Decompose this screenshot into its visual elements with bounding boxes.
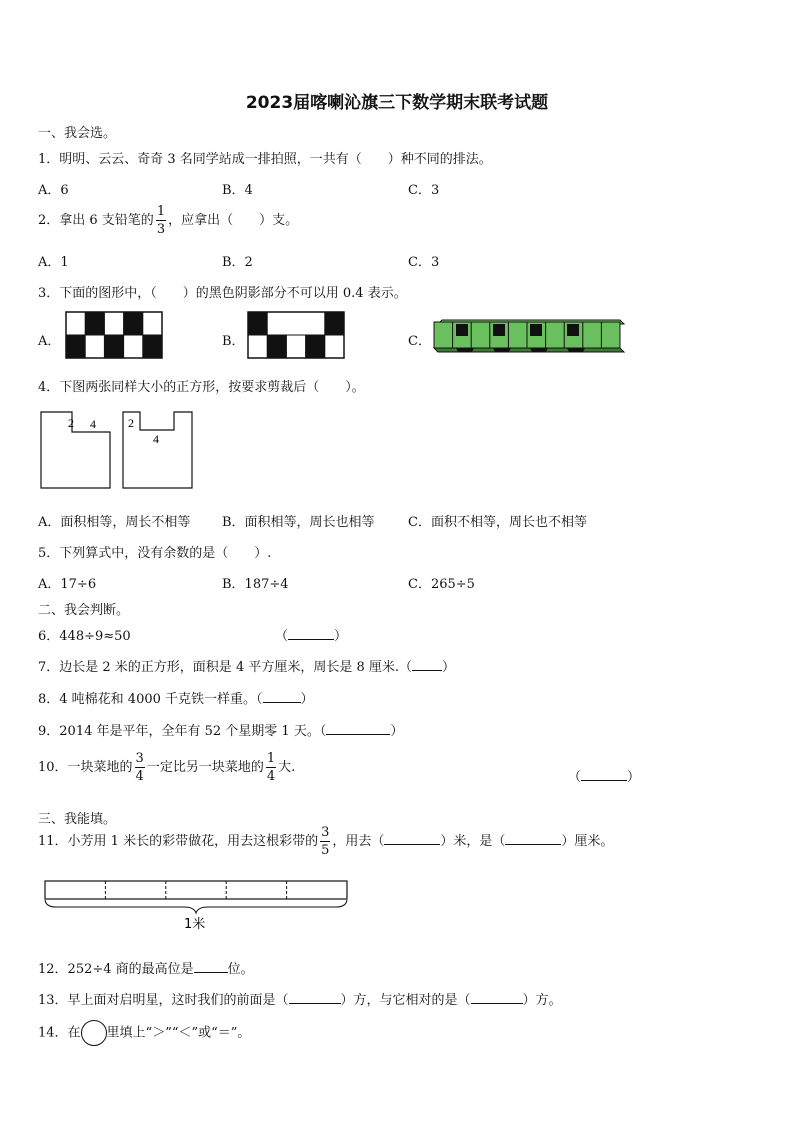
question-9-body: 9．2014 年是平年，全年有 52 个星期零 1 天。（ — [38, 724, 327, 739]
comparison-circle[interactable] — [81, 1020, 107, 1046]
question-10-answer-blank[interactable] — [568, 766, 640, 785]
fraction-numerator: 3 — [135, 751, 144, 766]
question-2-post: ，应拿出（ ）支。 — [168, 213, 299, 228]
question-3-option-c[interactable]: C． — [408, 334, 431, 349]
question-11-mid1: ，用去（ — [332, 834, 385, 849]
question-2-option-a[interactable]: A．1 — [38, 255, 69, 270]
ribbon-ruler-diagram — [44, 880, 348, 930]
answer-line-opposite[interactable] — [471, 991, 523, 1004]
cut-square-figure-2 — [122, 410, 196, 490]
paren-right: ） — [334, 629, 348, 644]
fraction-numerator: 1 — [156, 204, 166, 219]
question-5-text: 5．下列算式中，没有余数的是（ ）. — [38, 546, 272, 561]
question-7-text — [38, 656, 455, 675]
section-heading-3: 三、我能填。 — [38, 812, 117, 827]
fig2-label-4: 4 — [153, 432, 159, 446]
question-14-post: 里填上“＞”“＜”或“＝”。 — [106, 1025, 251, 1041]
question-4-option-c[interactable]: C．面积不相等，周长也不相等 — [408, 515, 587, 530]
fig1-label-2: 2 — [68, 416, 74, 430]
question-10-post: 大. — [278, 760, 296, 775]
fraction-numerator: 3 — [321, 825, 330, 840]
grid-figure-b — [248, 312, 344, 358]
paren-right: ） — [442, 660, 456, 675]
question-10-pre: 10．一块菜地的 — [38, 760, 133, 775]
fraction-three-fifths — [320, 826, 330, 857]
question-1-option-b[interactable]: B．4 — [222, 183, 253, 198]
question-6-text: 6．448÷9≈50 — [38, 629, 131, 644]
answer-line-front[interactable] — [289, 991, 341, 1004]
fraction-one-third — [156, 205, 166, 236]
ruler-label-1m: 1米 — [184, 917, 206, 932]
question-13-text — [38, 989, 562, 1008]
page-title: 2023届喀喇沁旗三下数学期末联考试题 — [245, 93, 549, 113]
question-2-text — [38, 205, 298, 236]
fraction-denominator: 3 — [156, 222, 166, 237]
fig2-label-2: 2 — [128, 416, 134, 430]
question-2-pre: 2．拿出 6 支铅笔的 — [38, 213, 154, 228]
question-1-option-a[interactable]: A．6 — [38, 183, 69, 198]
question-8-text — [38, 688, 314, 707]
answer-line[interactable] — [288, 627, 334, 640]
fraction-denominator: 4 — [135, 769, 144, 784]
fraction-one-quarter — [266, 752, 276, 783]
cube-strip-figure-c — [434, 318, 624, 352]
question-13-mid: ）方，与它相对的是（ — [340, 993, 471, 1008]
cut-square-figure-1 — [40, 410, 114, 490]
answer-line[interactable] — [412, 658, 442, 671]
question-3-option-a[interactable]: A． — [38, 334, 61, 349]
question-4-option-b[interactable]: B．面积相等，周长也相等 — [222, 515, 375, 530]
question-9-text — [38, 720, 403, 739]
question-11-mid2: ）米，是（ — [440, 834, 506, 849]
answer-line[interactable] — [326, 722, 390, 735]
question-8-body: 8．4 吨棉花和 4000 千克铁一样重。（ — [38, 692, 263, 707]
question-1-option-c[interactable]: C．3 — [408, 183, 440, 198]
question-12-pre: 12．252÷4 商的最高位是 — [38, 962, 194, 977]
question-5-option-c[interactable]: C．265÷5 — [408, 577, 475, 592]
question-11-pre: 11．小芳用 1 米长的彩带做花，用去这根彩带的 — [38, 834, 319, 849]
answer-line-centimeters[interactable] — [505, 832, 561, 845]
question-1-text: 1．明明、云云、奇奇 3 名同学站成一排拍照，一共有（ ）种不同的排法。 — [38, 152, 492, 167]
paren-right: ） — [390, 724, 404, 739]
question-3-text: 3．下面的图形中，（ ）的黑色阴影部分不可以用 0.4 表示。 — [38, 286, 407, 301]
fraction-denominator: 5 — [321, 843, 330, 858]
question-12-post: 位。 — [227, 962, 254, 977]
question-10-mid: 一定比另一块菜地的 — [146, 760, 264, 775]
question-11-post: ）厘米。 — [561, 834, 614, 849]
question-14-pre: 14．在 — [38, 1025, 81, 1041]
question-3-option-b[interactable]: B． — [222, 334, 245, 349]
question-5-option-a[interactable]: A．17÷6 — [38, 577, 97, 592]
paren-left: （ — [568, 770, 582, 785]
question-4-text: 4．下图两张同样大小的正方形，按要求剪裁后（ ）。 — [38, 380, 365, 395]
answer-line[interactable] — [194, 960, 228, 973]
paren-right: ） — [627, 770, 641, 785]
answer-line[interactable] — [263, 690, 301, 703]
question-6-answer-blank[interactable] — [275, 625, 347, 644]
question-11-text — [38, 826, 613, 857]
question-12-text — [38, 958, 254, 977]
question-2-option-b[interactable]: B．2 — [222, 255, 253, 270]
section-heading-2: 二、我会判断。 — [38, 603, 130, 618]
paren-right: ） — [300, 692, 314, 707]
question-14-text — [38, 1020, 250, 1046]
question-7-body: 7．边长是 2 米的正方形，面积是 4 平方厘米，周长是 8 厘米.（ — [38, 660, 413, 675]
question-13-pre: 13．早上面对启明星，这时我们的前面是（ — [38, 993, 289, 1008]
question-5-option-b[interactable]: B．187÷4 — [222, 577, 289, 592]
answer-line-meters[interactable] — [384, 832, 440, 845]
answer-line[interactable] — [581, 768, 627, 781]
question-4-option-a[interactable]: A．面积相等，周长不相等 — [38, 515, 191, 530]
fraction-numerator: 1 — [266, 751, 276, 766]
fig1-label-4: 4 — [90, 417, 96, 431]
section-heading-1: 一、我会选。 — [38, 126, 117, 141]
question-13-post: ）方。 — [522, 993, 562, 1008]
fraction-three-quarters — [135, 752, 145, 783]
grid-figure-a — [66, 312, 162, 358]
paren-left: （ — [275, 629, 289, 644]
question-10-text — [38, 752, 295, 783]
fraction-denominator: 4 — [266, 769, 276, 784]
question-2-option-c[interactable]: C．3 — [408, 255, 440, 270]
